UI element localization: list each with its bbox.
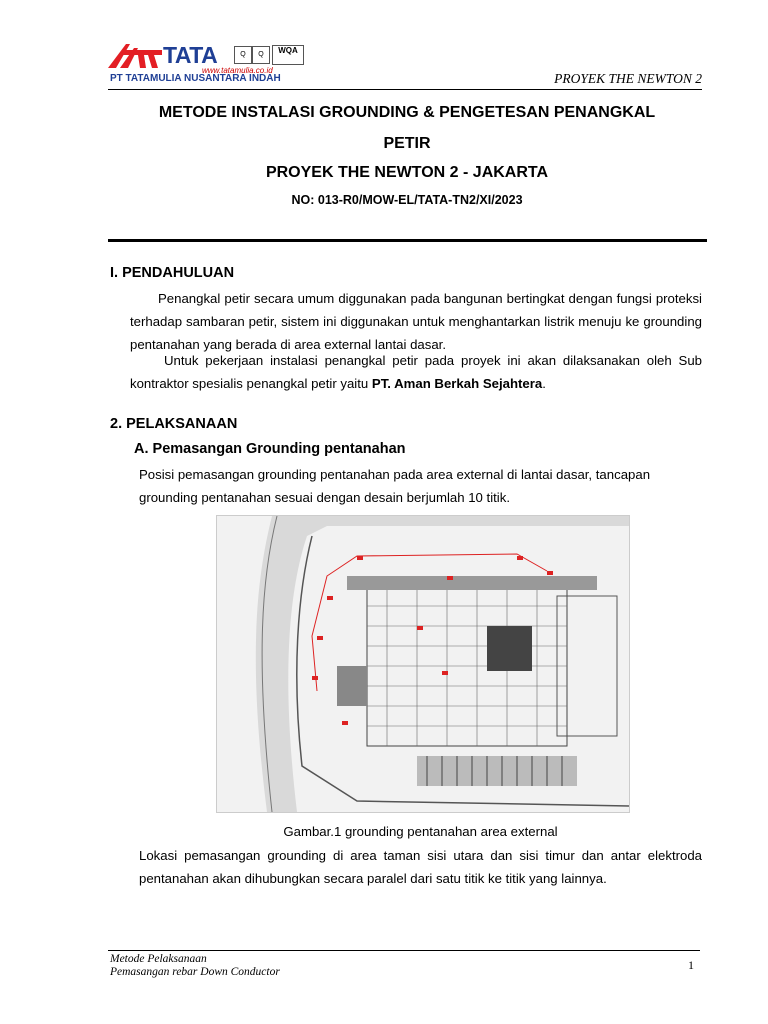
logo-wordmark: TATA	[163, 42, 218, 68]
document-title-line2: PETIR	[383, 135, 431, 152]
paragraph: Posisi pemasangan grounding pentanahan pada area external di lantai dasar, tancapan grounding pentanahan sesuai dengan desain berjumlah 10 titik.	[139, 467, 651, 505]
document-subtitle: PROYEK THE NEWTON 2 - JAKARTA	[265, 164, 549, 181]
paragraph: Untuk pekerjaan instalasi penangkal petir pada proyek ini akan dilaksanakan oleh Sub kontraktor spesialis penangkal petir yaitu PT. Aman Berkah Sejahtera.	[130, 353, 702, 391]
figure-caption: Gambar.1 grounding pentanahan area external	[283, 824, 558, 839]
section-heading-pelaksanaan: 2. PELAKSANAAN	[110, 416, 238, 432]
company-website: www.tatamulia.co.id	[202, 66, 273, 75]
certification-badge: Q	[234, 46, 252, 64]
document-number: NO: 013-R0/MOW-EL/TATA-TN2/XI/2023	[291, 193, 523, 207]
document-title-line1: METODE INSTALASI GROUNDING & PENGETESAN PENANGKAL	[158, 104, 656, 121]
footer-subtitle: Pemasangan rebar Down Conductor	[110, 966, 280, 978]
paragraph: Penangkal petir secara umum diggunakan pada bangunan bertingkat dengan fungsi proteksi terhadap sambaran petir, sistem ini diggunakan untuk menghantarkan listrik menuju ke grounding pentanahan yang berada di area external lantai dasar.	[130, 291, 702, 352]
header-divider	[108, 89, 702, 90]
tata-logo-icon	[108, 42, 164, 72]
section-heading-pendahuluan: I. PENDAHULUAN	[110, 265, 235, 281]
footer-title: Metode Pelaksanaan	[110, 953, 207, 965]
project-label: PROYEK THE NEWTON 2	[554, 71, 702, 86]
subsection-heading: A. Pemasangan Grounding pentanahan	[134, 441, 406, 457]
company-name: PT TATAMULIA NUSANTARA INDAH	[110, 73, 281, 84]
paragraph: Lokasi pemasangan grounding di area taman sisi utara dan sisi timur dan antar elektroda pentanahan akan dihubungkan secara paralel dari satu titik ke titik yang lainnya.	[139, 848, 702, 886]
certification-badge: WQA	[272, 45, 304, 65]
site-plan-image	[217, 516, 629, 812]
footer-divider	[108, 950, 700, 951]
certification-badge: Q	[252, 46, 270, 64]
site-plan-drawing	[216, 515, 630, 813]
title-divider	[108, 239, 707, 242]
page-number: 1	[688, 958, 694, 972]
subcontractor-name: PT. Aman Berkah Sejahtera	[371, 376, 543, 391]
